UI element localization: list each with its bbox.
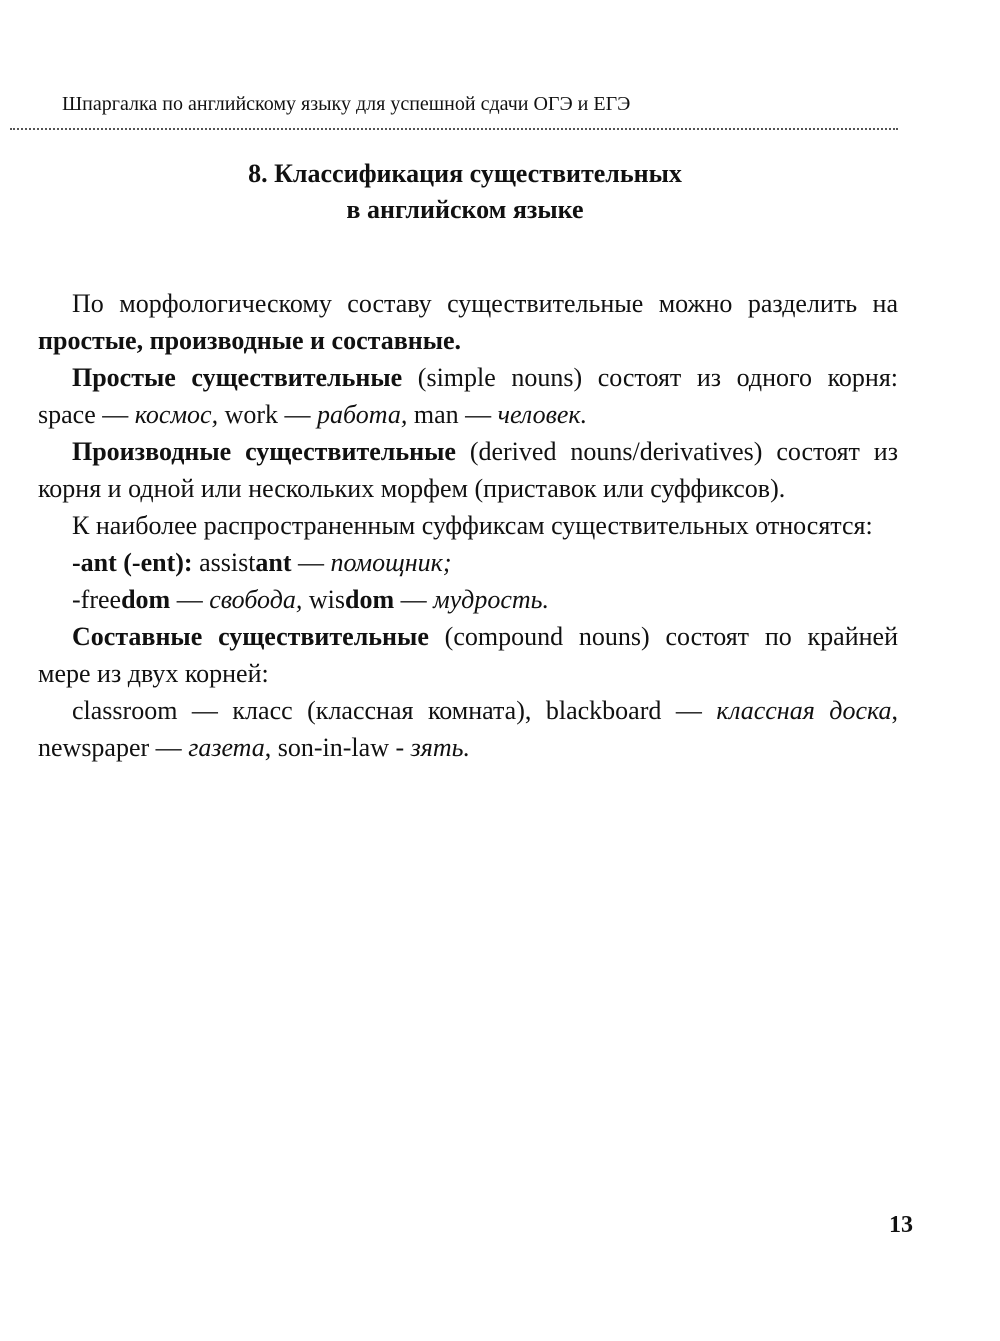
header-divider <box>10 128 898 130</box>
compound-translation-2: газета <box>188 733 265 762</box>
intro-text: По морфологическому составу существительные можно разделить на <box>72 289 898 318</box>
intro-bold-terms: простые, производные и составные. <box>38 326 462 355</box>
paragraph-suffix-ant <box>38 544 898 581</box>
suffix-dom-highlight-2: dom <box>345 585 395 614</box>
paragraph-suffix-dom <box>38 581 898 618</box>
simple-nouns-text: (simple nouns) состоят из одного корня: space — <box>38 363 899 429</box>
paragraph-simple-nouns <box>38 359 898 433</box>
suffix-ant-highlight: ant <box>255 548 292 577</box>
compound-examples-text-2: , newspaper — <box>38 696 898 762</box>
body-text <box>38 285 898 766</box>
compound-translation-1: классная доска <box>716 696 892 725</box>
suffix-ant-label: -ant (-ent): <box>72 548 193 577</box>
running-header: Шпаргалка по английскому языку для успешной сдачи ОГЭ и ЕГЭ <box>62 93 631 115</box>
suffix-ant-dash: — <box>291 548 331 577</box>
simple-mid-1: work — <box>218 400 318 429</box>
compound-translation-3: зять. <box>410 733 470 762</box>
compound-nouns-text: (compound nouns) состоят по крайней мере из двух корней: <box>38 622 898 688</box>
suffix-dom-dash-1: — <box>170 585 210 614</box>
paragraph-compound-examples <box>38 692 898 766</box>
suffix-dom-translation-2: мудрость. <box>433 585 549 614</box>
chapter-title-line-2: в английском языке <box>346 195 584 224</box>
derived-nouns-text: (derived nouns/derivatives) состоят из корня и одной или нескольких морфем (приставок или суффиксов). <box>38 437 898 503</box>
paragraph-derived-nouns <box>38 433 898 507</box>
compound-examples-text-3: , son-in-law - <box>264 733 411 762</box>
suffix-ant-word: assist <box>192 548 256 577</box>
paragraph-compound-nouns <box>38 618 898 692</box>
chapter-title-line-1: 8. Классификация существительных <box>248 159 682 188</box>
chapter-title <box>0 156 930 228</box>
compound-examples-text-1: classroom — класс (классная комната), blackboard — <box>72 696 717 725</box>
suffix-dom-dash-2: — <box>394 585 434 614</box>
simple-mid-2: man — <box>407 400 498 429</box>
suffix-dom-word-1: -free <box>72 585 122 614</box>
simple-example-2: работа, <box>317 400 408 429</box>
simple-nouns-term: Простые существительные <box>72 363 403 392</box>
suffix-dom-highlight-1: dom <box>121 585 171 614</box>
suffix-dom-translation-1: свобода, <box>209 585 303 614</box>
page-number: 13 <box>889 1212 913 1238</box>
compound-nouns-term: Составные существительные <box>72 622 429 651</box>
derived-nouns-term: Производные существительные <box>72 437 456 466</box>
paragraph-suffixes-intro: К наиболее распространенным суффиксам существительных относятся: <box>72 511 873 540</box>
suffix-ant-translation: помощник; <box>330 548 452 577</box>
simple-example-1: космос, <box>134 400 219 429</box>
suffix-dom-word-2: wis <box>302 585 345 614</box>
paragraph-intro <box>38 285 898 359</box>
simple-example-3: человек. <box>497 400 588 429</box>
